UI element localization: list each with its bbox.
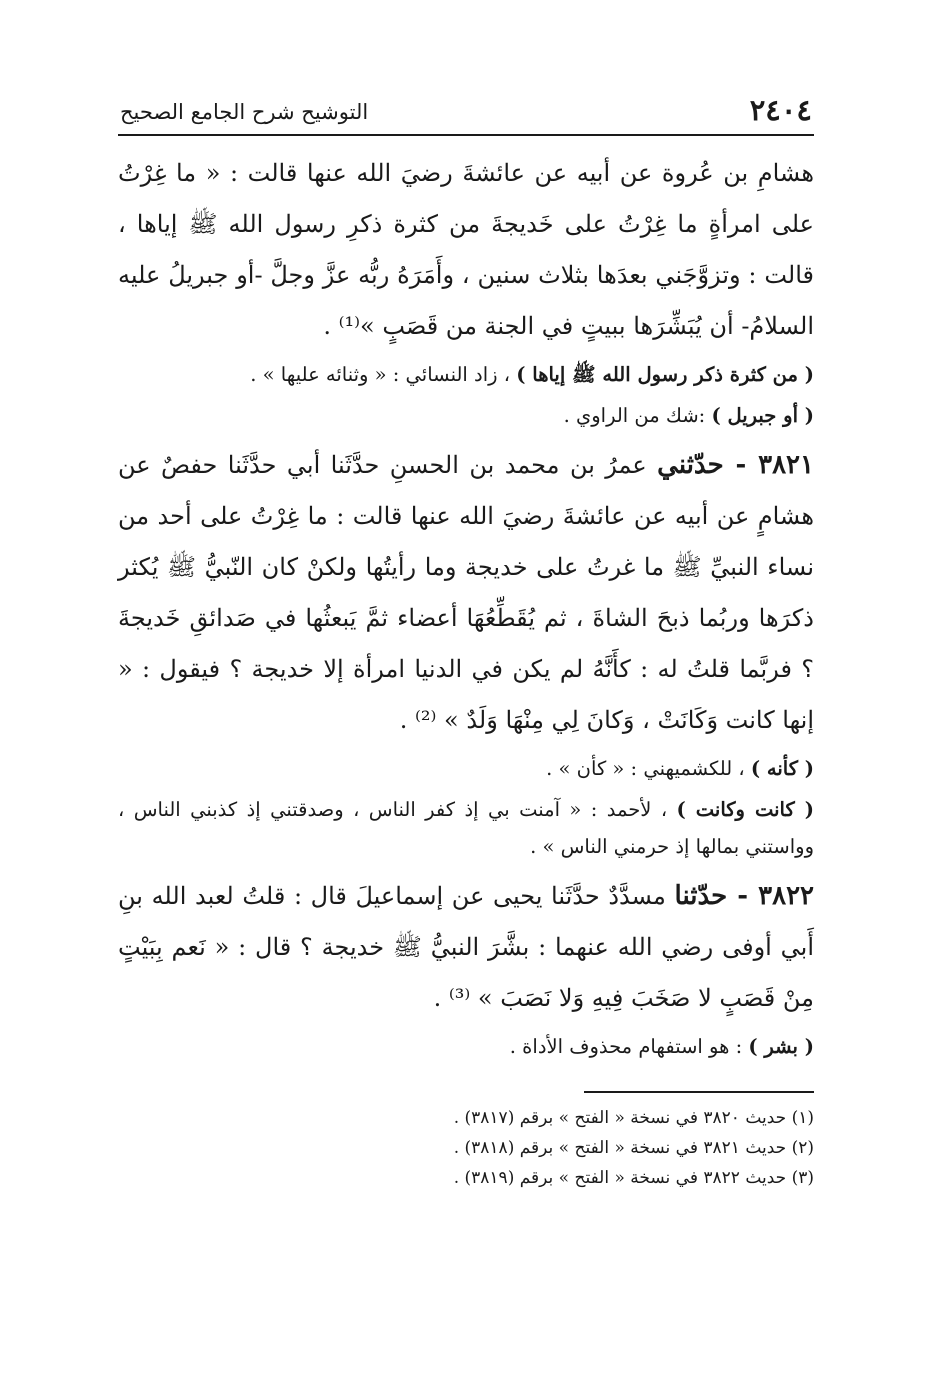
- commentary-text: ، زاد النسائي : « وثنائه عليها » .: [250, 363, 517, 386]
- hadith-number: ٣٨٢٢ - حدّثنا: [674, 881, 814, 911]
- commentary-note: [118, 356, 814, 393]
- footnote: (٣) حديث ٣٨٢٢ في نسخة « الفتح » برقم (٣٨١٩) .: [453, 1168, 814, 1188]
- page-number: ٢٤٠٤: [749, 93, 812, 127]
- hadith-text: عمرُ بن محمد بن الحسنِ حدَّثَنا أبي حدَّثَنا حفصٌ عن هشامٍ عن أبيه عن عائشةَ رضيَ الله عنها قالت : ما غِرْتُ على أحد من نساء النبيِّ ﷺ ما غرتُ على خديجة وما رأيتُها ولكنْ كان النّبيُّ ﷺ يُكثر ذكرَها وربُما ذبحَ الشاةَ ، ثم يُقَطِّعُهَا أعضاء ثمَّ يَبعثُها في صَدائقِ خَديجةَ ؟ فربَّما قلتُ له : كأَنَّهُ لم يكن في الدنيا امرأة إلا خديجة ؟ فيقول : « إنها كانت وَكَانَتْ ، وَكانَ لِي مِنْهَا وَلَدٌ » ⁽²⁾ .: [118, 451, 814, 734]
- commentary-text: :شك من الراوي .: [563, 404, 712, 427]
- main-text: [118, 148, 814, 1065]
- book-page: [118, 88, 814, 1298]
- commentary-lemma: ( بشر ): [748, 1035, 814, 1058]
- commentary-text: ، للكشميهني : « كأن » .: [546, 757, 751, 780]
- hadith-number: ٣٨٢١ - حدّثني: [657, 450, 814, 480]
- commentary-lemma: ( كأنه ): [750, 757, 814, 780]
- commentary-lemma: ( أو جبريل ): [711, 404, 814, 427]
- hadith-3822: [118, 871, 814, 1024]
- hadith-text: مسدَّدٌ حدَّثَنا يحيى عن إسماعيلَ قال : قلتُ لعبد الله بنِ أَبي أوفى رضي الله عنهما : بشَّرَ النبيُّ ﷺ خديجة ؟ قال : « نَعم بِبَيْتٍ مِنْ قَصَبٍ لا صَخَبَ فِيهِ وَلا نَصَبَ » ⁽³⁾ .: [118, 882, 814, 1012]
- commentary-note: [118, 791, 814, 865]
- hadith-3820-continuation: هشامِ بن عُروة عن أبيه عن عائشةَ رضيَ الله عنها قالت : « ما غِرْتُ على امرأةٍ ما غِرْتُ على خَديجةَ من كثرة ذكرِ رسول الله ﷺ إياها ، قالت : وتزوَّجَني بعدَها بثلاث سنين ، وأَمَرَهُ ربُّه عزَّ وجلَّ -أو جبريلُ عليه السلامُ- أن يُبَشِّرَها ببيتٍ في الجنة من قَصَبٍ »⁽¹⁾ .: [118, 159, 814, 340]
- book-title: التوشيح شرح الجامع الصحيح: [120, 100, 369, 124]
- footnotes: [118, 1103, 814, 1193]
- footnote: (٢) حديث ٣٨٢١ في نسخة « الفتح » برقم (٣٨١٨) .: [453, 1138, 814, 1158]
- commentary-note: [118, 397, 814, 434]
- commentary-note: [118, 750, 814, 787]
- running-header: [118, 88, 814, 136]
- commentary-lemma: ( كانت وكانت ): [676, 798, 815, 821]
- footnote: (١) حديث ٣٨٢٠ في نسخة « الفتح » برقم (٣٨١٧) .: [453, 1108, 814, 1128]
- hadith-3821: [118, 440, 814, 746]
- commentary-lemma: ( من كثرة ذكر رسول الله ﷺ إياها ): [516, 363, 814, 386]
- commentary-note: [118, 1028, 814, 1065]
- commentary-text: : هو استفهام محذوف الأداة .: [509, 1035, 749, 1058]
- commentary-text: ، لأحمد : « آمنت بي إذ كفر الناس ، وصدقتني إذ كذبني الناس ، وواستني بمالها إذ حرمني الناس » .: [118, 798, 814, 858]
- footnote-divider: [584, 1091, 814, 1093]
